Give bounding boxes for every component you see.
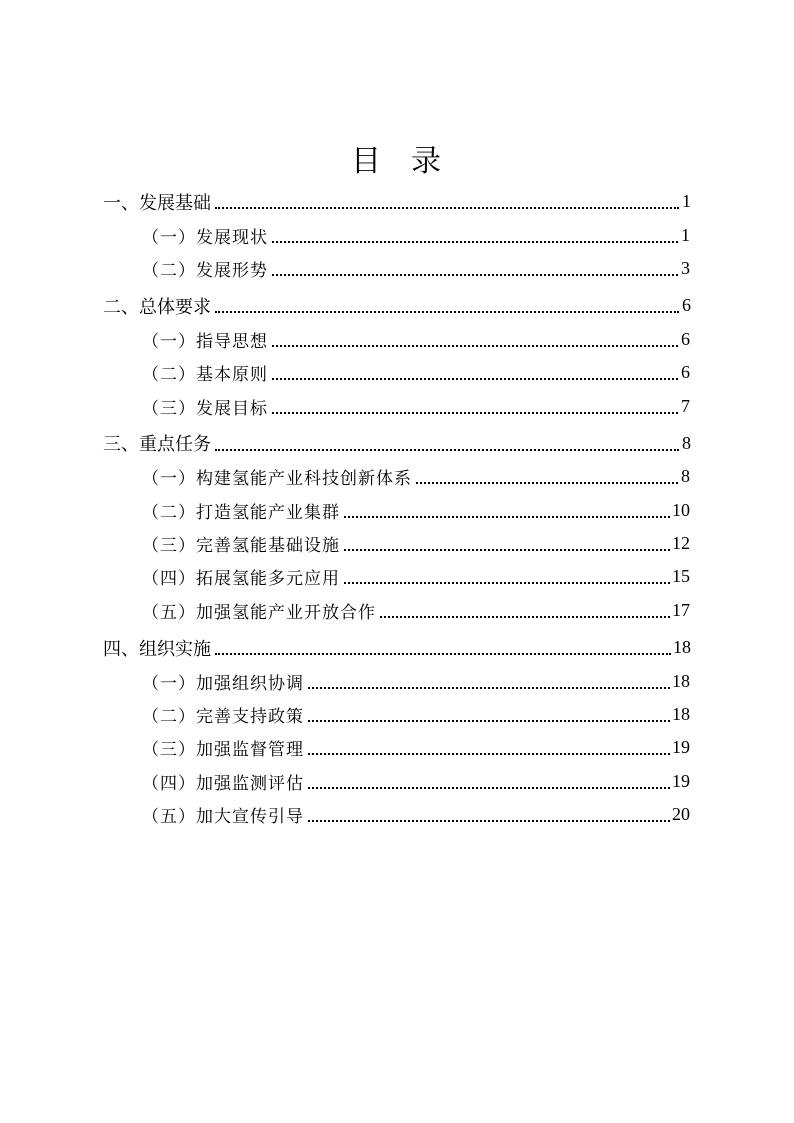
toc-page-number: 20: [672, 804, 690, 825]
toc-section-entry[interactable]: [0, 427, 794, 460]
toc-dot-leader: [215, 448, 679, 451]
toc-page-number: 17: [672, 599, 690, 620]
toc-page-number: 12: [672, 533, 690, 554]
toc-dot-leader: [344, 581, 670, 584]
toc-page-number: 6: [681, 328, 690, 349]
toc-page-number: 6: [681, 362, 690, 383]
toc-subsection-entry[interactable]: [0, 798, 794, 831]
toc-page-number: 6: [682, 295, 691, 316]
toc-section-entry[interactable]: [0, 185, 794, 218]
toc-page-number: 18: [673, 637, 691, 658]
toc-page-number: 10: [672, 499, 690, 520]
toc-subsection-entry[interactable]: [0, 460, 794, 493]
toc-subsection-entry[interactable]: [0, 323, 794, 356]
toc-entry-title: 三、重点任务: [103, 434, 211, 456]
toc-subsection-entry[interactable]: [0, 494, 794, 527]
toc-subsection-entry[interactable]: [0, 252, 794, 285]
toc-entry-title: （二）基本原则: [142, 365, 268, 386]
toc-entry-title: （一）加强组织协调: [142, 673, 304, 694]
toc-entry-title: （三）发展目标: [142, 398, 268, 419]
page-title-char: 录: [411, 144, 443, 179]
toc-page-number: 19: [672, 770, 690, 791]
toc-dot-leader: [380, 615, 670, 618]
toc-entry-title: （五）加大宣传引导: [142, 807, 304, 828]
toc-entry-title: （四）拓展氢能多元应用: [142, 569, 340, 590]
toc-entry-title: 一、发展基础: [103, 192, 211, 214]
toc-subsection-entry[interactable]: [0, 664, 794, 697]
toc-dot-leader: [308, 752, 670, 755]
toc-entry-title: 四、组织实施: [103, 638, 211, 660]
toc-dot-leader: [344, 548, 670, 551]
toc-entry-title: （一）指导思想: [142, 331, 268, 352]
toc-page-number: 3: [681, 257, 690, 278]
toc-dot-leader: [272, 377, 678, 380]
toc-subsection-entry[interactable]: [0, 560, 794, 593]
toc-subsection-entry[interactable]: [0, 218, 794, 251]
toc-dot-leader: [308, 719, 670, 722]
toc-dot-leader: [272, 411, 678, 414]
toc-dot-leader: [308, 819, 670, 822]
toc-dot-leader: [215, 206, 679, 209]
toc-dot-leader: [308, 686, 670, 689]
toc-entry-title: （一）发展现状: [142, 227, 268, 248]
toc-dot-leader: [308, 786, 670, 789]
toc-section-entry[interactable]: [0, 289, 794, 322]
toc-page-number: 18: [672, 670, 690, 691]
toc-page-number: 15: [672, 566, 690, 587]
toc-page-number: 1: [682, 191, 691, 212]
toc-dot-leader: [272, 240, 678, 243]
toc-subsection-entry[interactable]: [0, 594, 794, 627]
toc-entry-title: （二）发展形势: [142, 260, 268, 281]
page-title: [0, 140, 794, 184]
toc-subsection-entry[interactable]: [0, 356, 794, 389]
toc-entry-title: （二）完善支持政策: [142, 707, 304, 728]
toc-subsection-entry[interactable]: [0, 698, 794, 731]
toc-subsection-entry[interactable]: [0, 389, 794, 422]
page-title-char: 目: [351, 144, 383, 179]
toc-entry-title: （三）加强监督管理: [142, 740, 304, 761]
toc-entry-title: （一）构建氢能产业科技创新体系: [142, 469, 412, 490]
toc-entry-title: （四）加强监测评估: [142, 773, 304, 794]
toc-entry-title: （五）加强氢能产业开放合作: [142, 602, 376, 623]
table-of-contents: [0, 185, 794, 831]
toc-dot-leader: [416, 481, 678, 484]
toc-dot-leader: [272, 344, 678, 347]
toc-page-number: 1: [681, 224, 690, 245]
toc-dot-leader: [215, 652, 671, 655]
toc-page-number: 8: [681, 466, 690, 487]
toc-section-entry[interactable]: [0, 631, 794, 664]
toc-subsection-entry[interactable]: [0, 731, 794, 764]
toc-dot-leader: [215, 310, 679, 313]
toc-page-number: 8: [682, 432, 691, 453]
toc-dot-leader: [344, 515, 670, 518]
toc-subsection-entry[interactable]: [0, 527, 794, 560]
toc-entry-title: （二）打造氢能产业集群: [142, 502, 340, 523]
toc-entry-title: （三）完善氢能基础设施: [142, 536, 340, 557]
toc-page-number: 18: [672, 704, 690, 725]
toc-subsection-entry[interactable]: [0, 765, 794, 798]
toc-page-number: 7: [681, 395, 690, 416]
toc-page-number: 19: [672, 737, 690, 758]
toc-dot-leader: [272, 273, 678, 276]
toc-entry-title: 二、总体要求: [103, 296, 211, 318]
